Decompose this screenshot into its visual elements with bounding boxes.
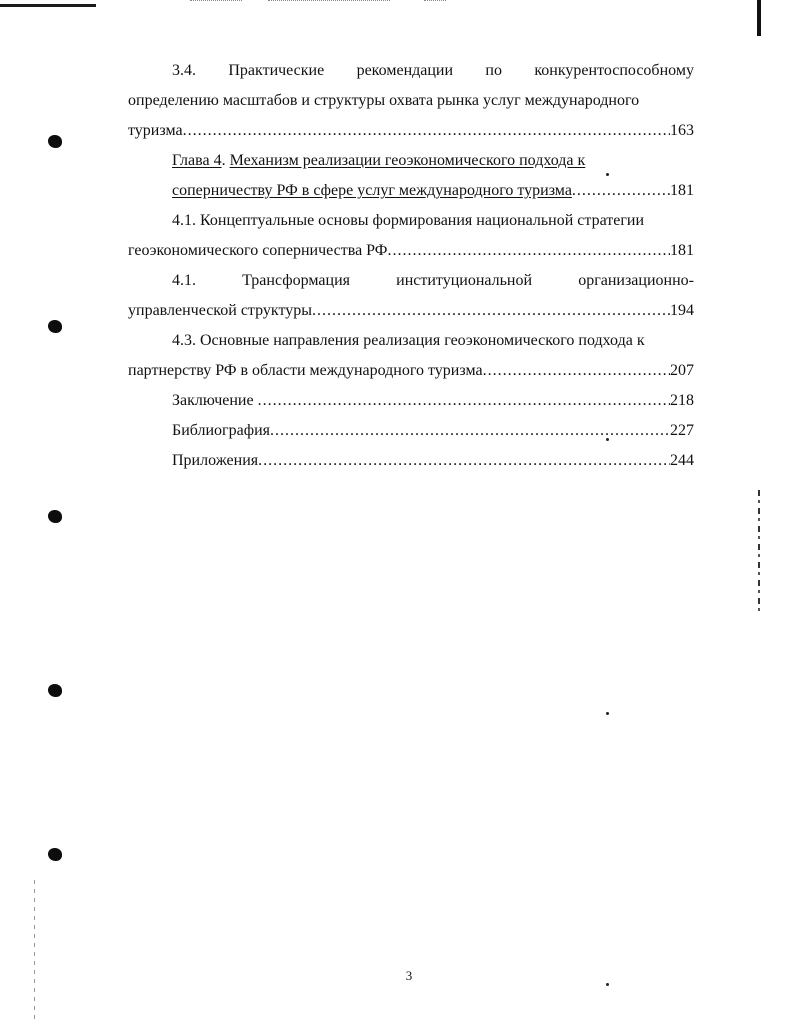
toc-word: Практические bbox=[228, 62, 325, 79]
dot-leader bbox=[572, 176, 670, 206]
dot-leader bbox=[258, 386, 670, 416]
toc-entry-bibliography bbox=[128, 416, 694, 446]
toc-page-number: 244 bbox=[670, 452, 694, 469]
toc-entry-title: управленческой структуры bbox=[128, 302, 312, 319]
toc-page-number: 194 bbox=[670, 302, 694, 319]
toc-page-number: 207 bbox=[670, 362, 694, 379]
toc-word: по bbox=[485, 62, 502, 79]
punch-hole-icon bbox=[48, 135, 62, 148]
toc-entry-number: 4.1. bbox=[172, 272, 196, 289]
toc-word: институциональной bbox=[396, 272, 533, 289]
toc-word: рекомендации bbox=[356, 62, 454, 79]
toc-page-number: 218 bbox=[670, 392, 694, 409]
punch-hole-icon bbox=[48, 684, 62, 697]
scan-edge-mark bbox=[757, 0, 761, 36]
toc-entry-title: геоэкономического соперничества РФ bbox=[128, 242, 388, 259]
toc-entry-3-4-line2: определению масштабов и структуры охвата рынка услуг международного bbox=[128, 92, 640, 109]
dot-leader bbox=[258, 446, 670, 476]
chapter-separator: . bbox=[221, 152, 230, 169]
dot-leader bbox=[312, 296, 670, 326]
chapter-label: Глава 4 bbox=[172, 152, 222, 169]
toc-entry-appendices bbox=[128, 446, 694, 476]
toc-entry-4-2-line1 bbox=[128, 266, 694, 296]
toc-entry-conclusion bbox=[128, 386, 694, 416]
page-number: 3 bbox=[405, 968, 413, 983]
toc-page-number: 163 bbox=[670, 122, 694, 139]
scan-speck bbox=[606, 712, 609, 715]
dot-leader bbox=[183, 116, 670, 146]
toc-word: Трансформация bbox=[242, 272, 350, 289]
toc-entry-3-4-line1 bbox=[128, 56, 694, 86]
toc-chapter-4-line2 bbox=[128, 176, 694, 206]
toc-chapter-4-line1 bbox=[128, 146, 694, 176]
toc-entry-4-3-line2 bbox=[128, 356, 694, 386]
scan-dots bbox=[190, 0, 242, 2]
scan-edge-mark bbox=[758, 490, 760, 615]
toc-page-number: 181 bbox=[670, 242, 694, 259]
toc-entry-title: Заключение bbox=[172, 392, 258, 409]
scan-dots bbox=[268, 0, 390, 2]
toc-entry-title: Приложения bbox=[172, 452, 259, 469]
dot-leader bbox=[483, 356, 670, 386]
toc-page-number: 227 bbox=[670, 422, 694, 439]
scan-edge-mark bbox=[34, 880, 35, 1020]
table-of-contents bbox=[128, 56, 694, 476]
toc-entry-3-4-line3 bbox=[128, 116, 694, 146]
toc-entry-title: Библиография bbox=[172, 422, 270, 439]
dot-leader bbox=[270, 416, 670, 446]
toc-entry-title: партнерству РФ в области международного туризма bbox=[128, 362, 483, 379]
scan-edge-mark bbox=[0, 4, 96, 7]
toc-entry-4-3-line1: 4.3. Основные направления реализация геоэкономического подхода к bbox=[172, 332, 645, 349]
chapter-title: Механизм реализации геоэкономического подхода к bbox=[229, 152, 586, 169]
punch-hole-icon bbox=[48, 320, 62, 333]
chapter-title: соперничеству РФ в сфере услуг международного туризма bbox=[172, 182, 572, 199]
toc-entry-4-1-line2 bbox=[128, 236, 694, 266]
scan-dots bbox=[424, 0, 446, 2]
toc-entry-4-1-line1: 4.1. Концептуальные основы формирования национальной стратегии bbox=[172, 212, 645, 229]
toc-word: конкурентоспособному bbox=[534, 62, 694, 79]
punch-hole-icon bbox=[48, 510, 62, 523]
toc-entry-4-2-line2 bbox=[128, 296, 694, 326]
dot-leader bbox=[387, 236, 670, 266]
toc-word: организационно- bbox=[578, 272, 694, 289]
punch-hole-icon bbox=[48, 848, 62, 861]
toc-entry-number: 3.4. bbox=[172, 62, 196, 79]
toc-page-number: 181 bbox=[670, 182, 694, 199]
toc-entry-title: туризма bbox=[128, 122, 183, 139]
